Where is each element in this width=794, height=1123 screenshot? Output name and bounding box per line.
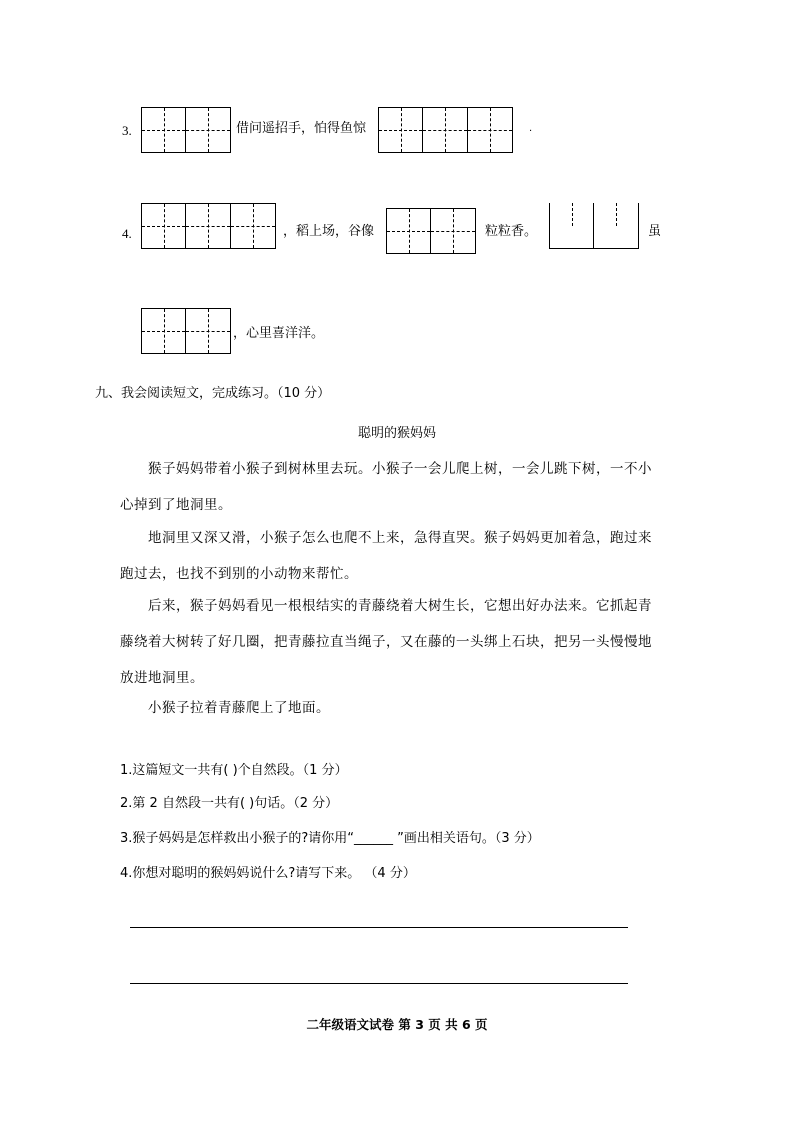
reading-question-1: 1.这篇短文一共有( )个自然段。（1 分） — [120, 763, 348, 778]
writing-grid-q4-d[interactable] — [141, 308, 231, 354]
question-4-text-1: ，稻上场，谷像 — [283, 224, 375, 239]
grid-cell[interactable] — [378, 107, 423, 153]
grid-cell[interactable] — [231, 203, 276, 249]
question-3-end: . — [529, 123, 533, 134]
answer-line-2[interactable] — [130, 983, 628, 984]
question-4-text-3: 虽 — [648, 224, 662, 239]
grid-cell[interactable] — [186, 107, 231, 153]
grid-cell[interactable] — [386, 208, 431, 254]
writing-grid-q4-b[interactable] — [386, 208, 476, 254]
writing-grid-q3-b[interactable] — [378, 107, 513, 153]
section-9-heading: 九、我会阅读短文，完成练习。（10 分） — [95, 386, 331, 401]
question-4-text-2: 粒粒香。 — [485, 224, 538, 239]
answer-line-1[interactable] — [130, 927, 628, 928]
article-paragraph-2: 地洞里又深又滑，小猴子怎么也爬不上来，急得直哭。猴子妈妈更加着急，跑过来跑过去，也找不到别的小动物来帮忙。 — [120, 530, 652, 582]
grid-cell[interactable] — [186, 308, 231, 354]
article-title: 聪明的猴妈妈 — [357, 426, 436, 441]
grid-cell[interactable] — [549, 203, 594, 249]
question-4-text-4: ，心里喜洋洋。 — [233, 326, 325, 341]
question-4-number: 4. — [122, 226, 132, 241]
writing-grid-q4-a[interactable] — [141, 203, 276, 249]
grid-cell[interactable] — [431, 208, 476, 254]
grid-cell[interactable] — [141, 203, 186, 249]
writing-grid-q3-a[interactable] — [141, 107, 231, 153]
article-paragraph-3: 后来，猴子妈妈看见一根根结实的青藤绕着大树生长，它想出好办法来。它抓起青藤绕着大树转了好几圈，把青藤拉直当绳子，又在藤的一头绑上石块，把另一头慢慢地放进地洞里。 — [120, 598, 652, 686]
article-paragraph-4: 小猴子拉着青藤爬上了地面。 — [148, 700, 330, 716]
grid-cell[interactable] — [141, 107, 186, 153]
grid-cell[interactable] — [141, 308, 186, 354]
question-3-text: 借问遥招手，怕得鱼惊 — [236, 121, 367, 136]
question-3-number: 3. — [122, 123, 132, 138]
writing-grid-q4-c[interactable] — [549, 203, 639, 249]
grid-cell[interactable] — [186, 203, 231, 249]
reading-question-4: 4.你想对聪明的猴妈妈说什么?请写下来。 （4 分） — [120, 866, 416, 881]
grid-cell[interactable] — [468, 107, 513, 153]
reading-question-3: 3.猴子妈妈是怎样救出小猴子的?请你用“______ ”画出相关语句。（3 分） — [120, 831, 540, 846]
grid-cell[interactable] — [423, 107, 468, 153]
reading-question-2: 2.第 2 自然段一共有( )句话。（2 分） — [120, 796, 339, 811]
grid-cell[interactable] — [594, 203, 639, 249]
article-paragraph-1: 猴子妈妈带着小猴子到树林里去玩。小猴子一会儿爬上树，一会儿跳下树，一不小心掉到了地洞里。 — [120, 461, 652, 513]
page-footer: 二年级语文试卷 第 3 页 共 6 页 — [306, 1017, 488, 1032]
